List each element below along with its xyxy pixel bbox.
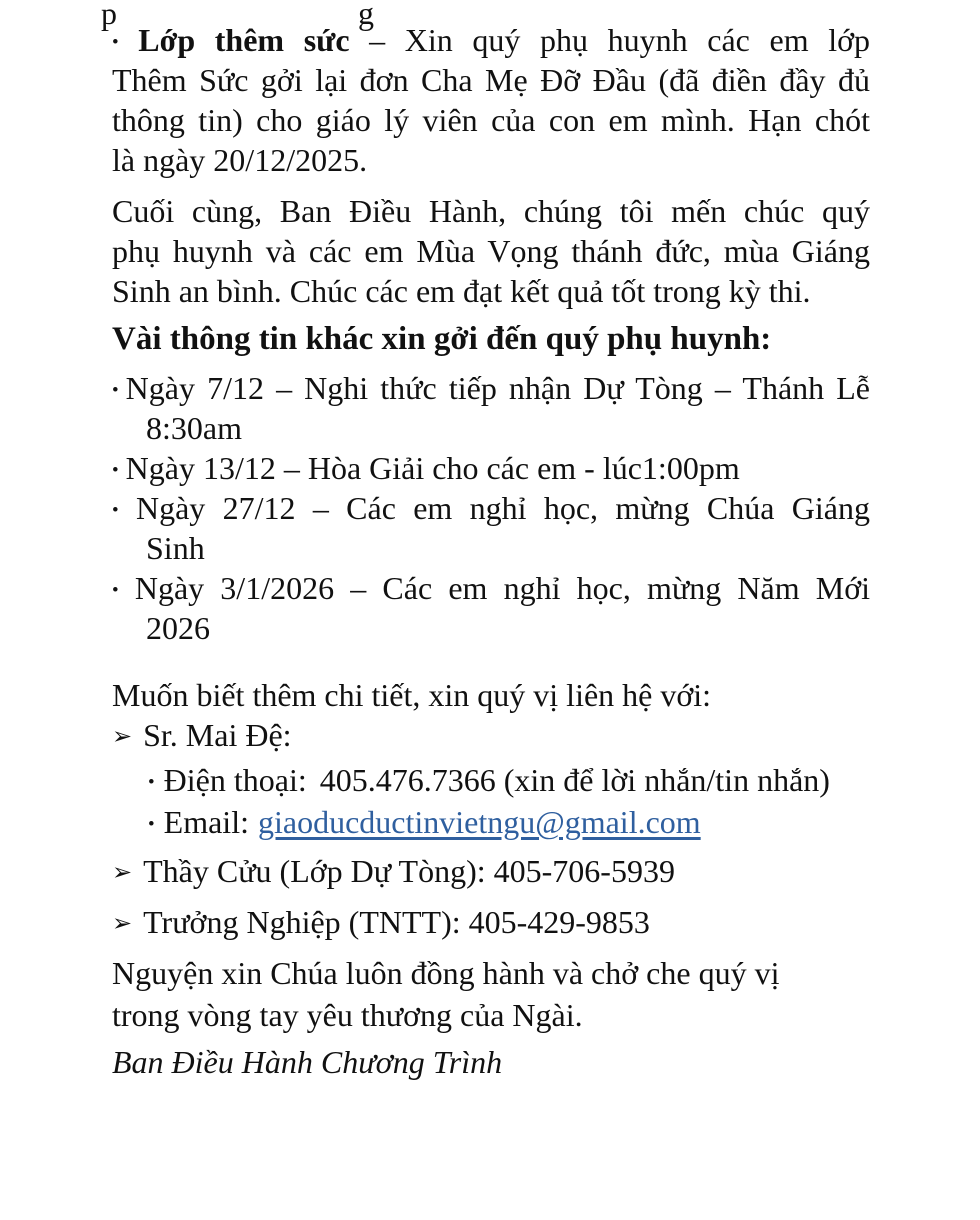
schedule-list (112, 368, 870, 648)
list-item-line (112, 448, 870, 488)
list-item-text: Ngày 3/1/2026 – Các em nghỉ học, mừng Năm Mới (134, 570, 871, 606)
list-item-line: 2026 (146, 610, 210, 646)
para-line: Thêm Sức gởi lại đơn Cha Mẹ Đỡ Đầu (đã điền đầy đủ (112, 62, 870, 98)
list-item (112, 448, 870, 488)
phone-value: 405.476.7366 (xin để lời nhắn/tin nhắn) (319, 762, 830, 798)
arrowhead-bullet-icon: ➢ (112, 858, 133, 886)
list-item-line: 8:30am (146, 410, 242, 446)
clipped-glyph: g (358, 0, 374, 31)
para-line: trong vòng tay yêu thương của Ngài. (112, 997, 583, 1033)
list-item-line (112, 488, 871, 528)
list-item (112, 488, 870, 568)
arrowhead-bullet-icon: ➢ (112, 909, 133, 937)
bullet-icon: • (112, 460, 119, 481)
para-text: – Xin quý phụ huynh các em lớp (349, 22, 871, 58)
list-item-line (112, 368, 870, 408)
contact-intro: Muốn biết thêm chi tiết, xin quý vị liên hệ với: (112, 677, 712, 713)
bullet-icon: • (112, 580, 119, 601)
bullet-icon: • (148, 814, 155, 835)
list-item (112, 368, 870, 448)
para-line: thông tin) cho giáo lý viên của con em mình. Hạn chót (112, 102, 870, 138)
para-line: Cuối cùng, Ban Điều Hành, chúng tôi mến chúc quý (112, 193, 870, 229)
para-line: phụ huynh và các em Mùa Vọng thánh đức, mùa Giáng (112, 233, 870, 269)
list-item-text: Ngày 27/12 – Các em nghỉ học, mừng Chúa Giáng (135, 490, 871, 526)
bullet-icon: • (148, 772, 155, 793)
section-heading: Vài thông tin khác xin gởi đến quý phụ huynh: (112, 321, 772, 357)
confirmation-notice-paragraph (112, 20, 870, 180)
list-item-line (112, 568, 871, 608)
contact-phone-line (148, 760, 870, 800)
contact-section (112, 675, 870, 945)
para-line: Nguyện xin Chúa luôn đồng hành và chở che quý vị (112, 955, 780, 991)
contact-tntt (112, 902, 870, 945)
contact-text: Trưởng Nghiệp (TNTT): 405-429-9853 (143, 904, 650, 940)
para-line: là ngày 20/12/2025. (112, 142, 368, 178)
blessing-paragraph (112, 952, 870, 1036)
contact-name: Sr. Mai Đệ: (143, 717, 292, 753)
clipped-glyph: p (101, 0, 117, 31)
bullet-icon: • (112, 32, 119, 53)
bullet-icon: • (112, 500, 119, 521)
para-line (112, 20, 870, 60)
arrowhead-bullet-icon: ➢ (112, 722, 133, 750)
bold-lead: Lớp thêm sức (138, 22, 350, 58)
list-item-line: Sinh (146, 530, 205, 566)
bullet-icon: • (112, 380, 119, 401)
closing-wishes-paragraph (112, 191, 870, 311)
phone-label: Điện thoại: (163, 762, 307, 798)
list-item (112, 568, 870, 648)
list-item-text: Ngày 13/12 – Hòa Giải cho các em - lúc1:00pm (125, 450, 740, 486)
contact-email-line (148, 802, 870, 842)
email-label: Email: (163, 804, 249, 840)
email-link[interactable]: giaoducductinvietngu@gmail.com (257, 804, 701, 840)
list-item-text: Ngày 7/12 – Nghi thức tiếp nhận Dự Tòng – Thánh Lễ (125, 370, 870, 406)
para-line: Sinh an bình. Chúc các em đạt kết quả tốt trong kỳ thi. (112, 273, 811, 309)
signature-line: Ban Điều Hành Chương Trình (112, 1044, 503, 1080)
contact-du-tong (112, 851, 870, 894)
contact-text: Thầy Cửu (Lớp Dự Tòng): 405-706-5939 (143, 853, 675, 889)
contact-sister (112, 715, 870, 758)
